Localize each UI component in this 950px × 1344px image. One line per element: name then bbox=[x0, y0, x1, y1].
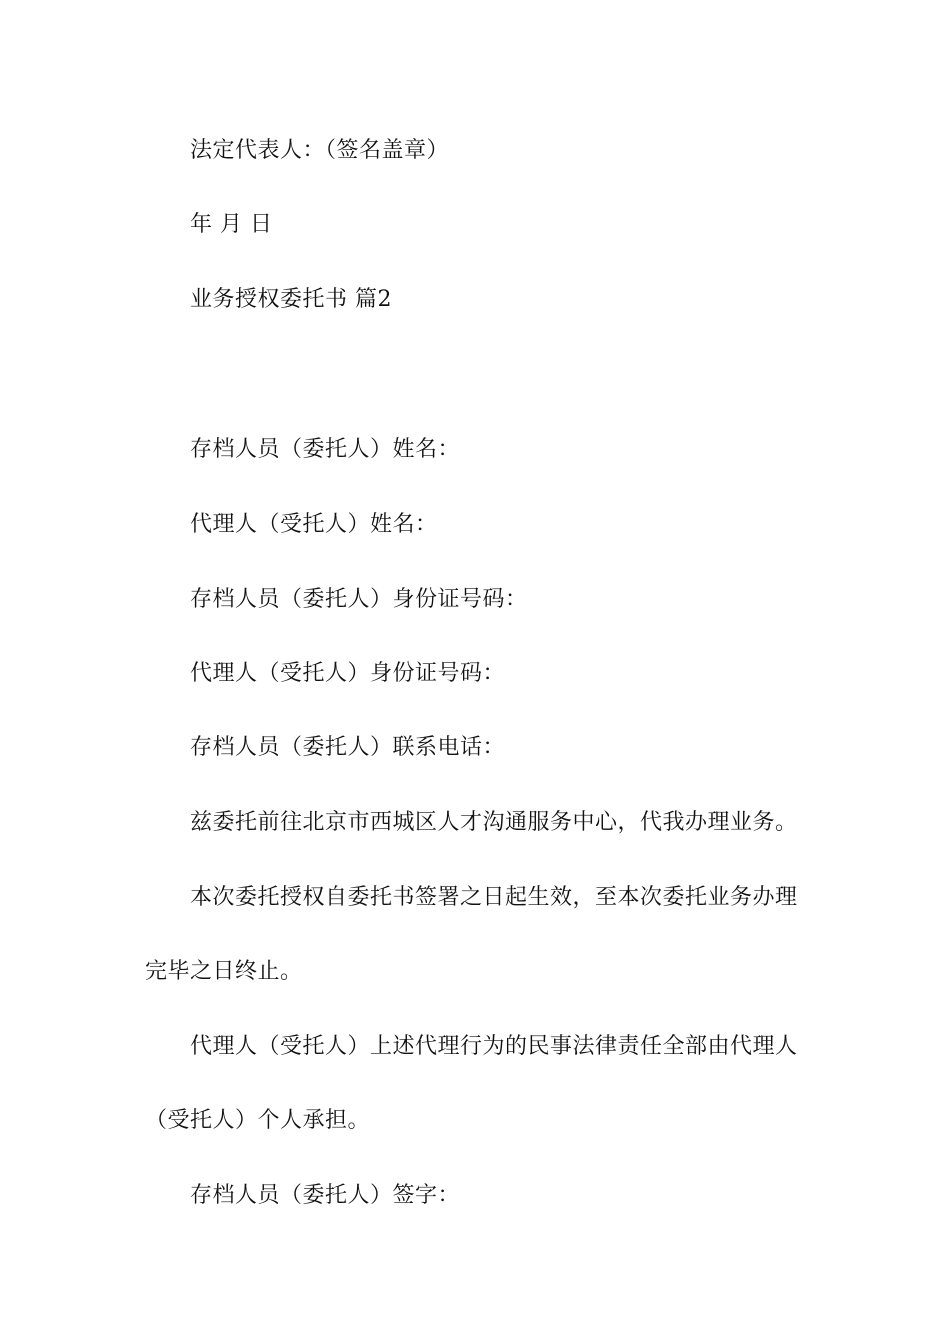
client-id-line: 存档人员（委托人）身份证号码： bbox=[190, 587, 528, 612]
client-signature-line: 存档人员（委托人）签字： bbox=[190, 1183, 461, 1208]
section-title: 业务授权委托书 篇2 bbox=[190, 287, 392, 312]
validity-statement-line-2: 完毕之日终止。 bbox=[145, 959, 303, 984]
client-phone-line: 存档人员（委托人）联系电话： bbox=[190, 735, 506, 760]
client-name-line: 存档人员（委托人）姓名： bbox=[190, 437, 461, 462]
legal-representative-signature-line: 法定代表人：（签名盖章） bbox=[190, 138, 450, 163]
agent-name-line: 代理人（受托人）姓名： bbox=[190, 512, 438, 537]
agent-id-line: 代理人（受托人）身份证号码： bbox=[190, 661, 506, 686]
validity-statement-line-1: 本次委托授权自委托书签署之日起生效，至本次委托业务办理 bbox=[190, 885, 798, 910]
date-line: 年 月 日 bbox=[190, 212, 273, 237]
liability-statement-line-2: （受托人）个人承担。 bbox=[145, 1108, 371, 1133]
authorization-statement: 兹委托前往北京市西城区人才沟通服务中心，代我办理业务。 bbox=[190, 810, 798, 835]
liability-statement-line-1: 代理人（受托人）上述代理行为的民事法律责任全部由代理人 bbox=[190, 1034, 798, 1059]
